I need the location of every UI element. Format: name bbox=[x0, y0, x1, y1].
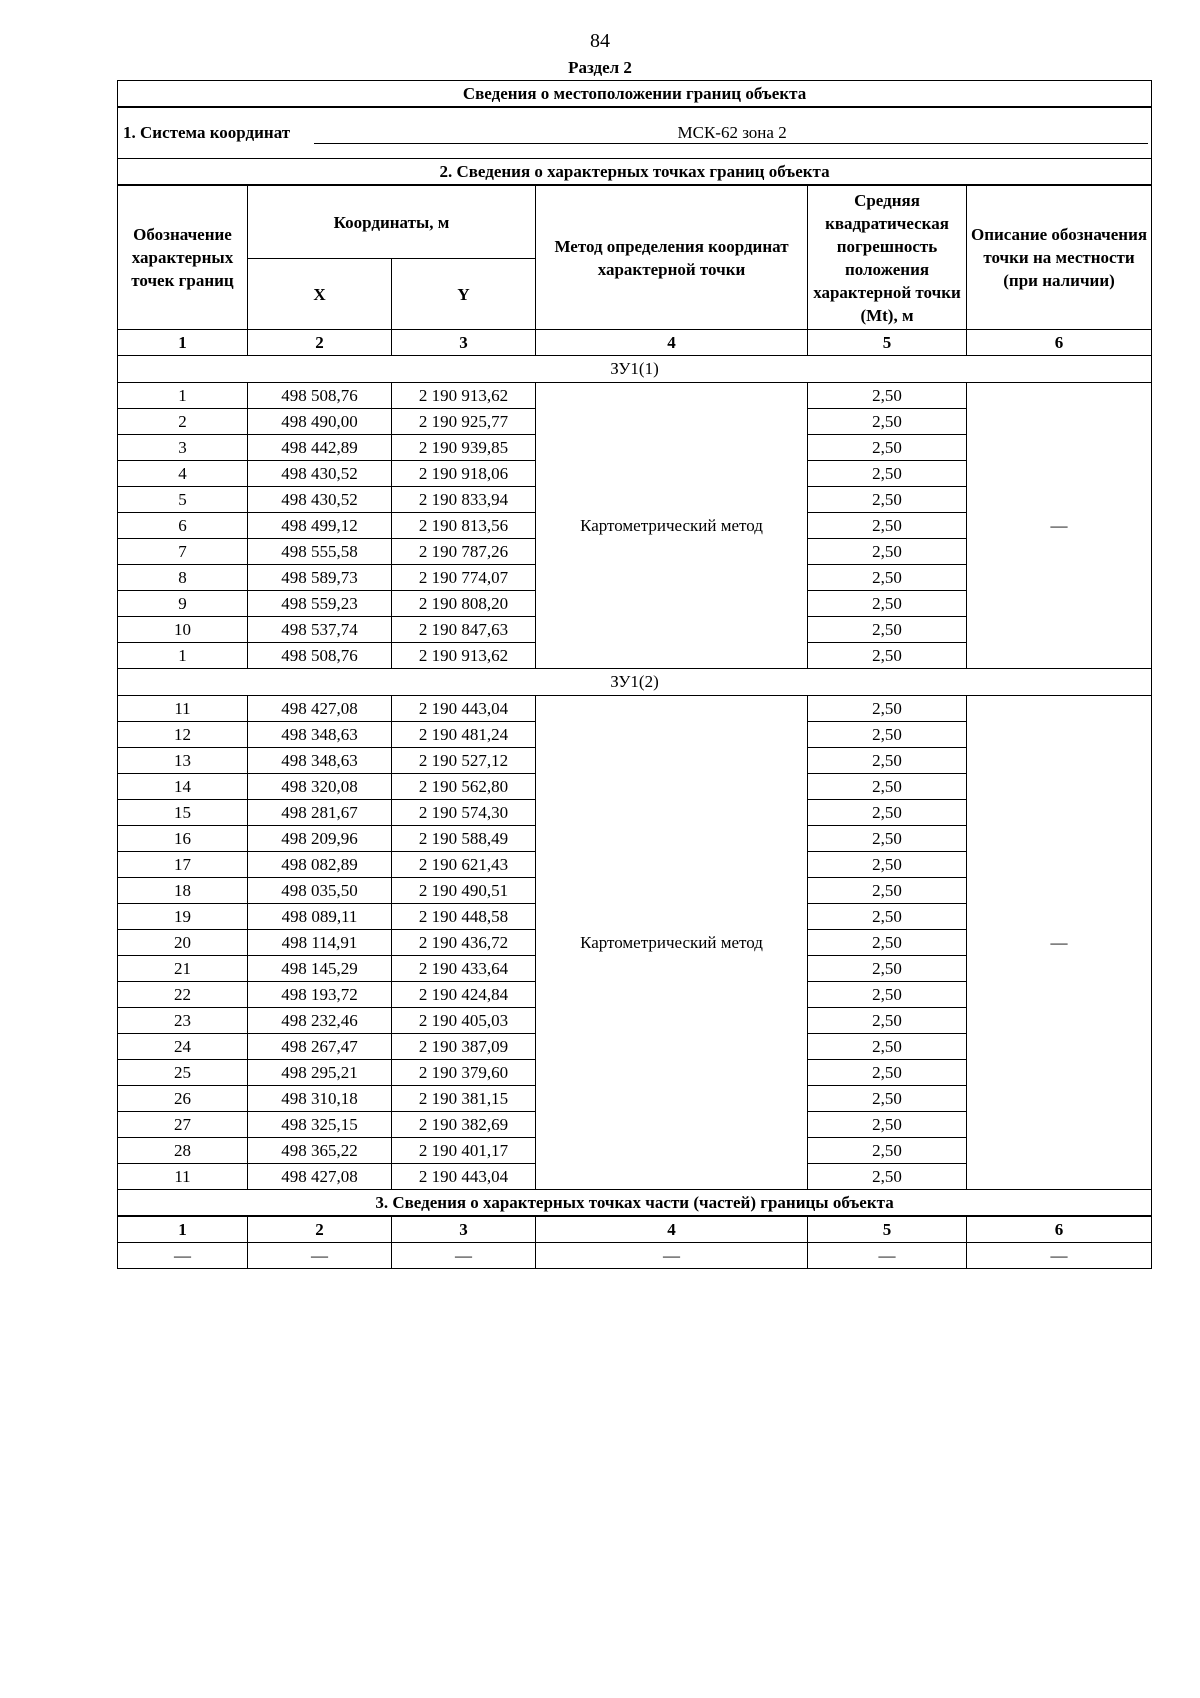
coord-y: 2 190 424,84 bbox=[392, 982, 536, 1008]
point-number: 1 bbox=[118, 643, 248, 669]
coord-y: 2 190 443,04 bbox=[392, 696, 536, 722]
mt-value: 2,50 bbox=[808, 826, 967, 852]
parts-column-number: 4 bbox=[536, 1216, 808, 1243]
header-y: Y bbox=[392, 259, 536, 330]
point-number: 18 bbox=[118, 878, 248, 904]
point-number: 23 bbox=[118, 1008, 248, 1034]
coord-y: 2 190 808,20 bbox=[392, 591, 536, 617]
point-number: 3 bbox=[118, 435, 248, 461]
parts-column-number: 3 bbox=[392, 1216, 536, 1243]
coord-x: 498 427,08 bbox=[248, 1164, 392, 1190]
point-number: 24 bbox=[118, 1034, 248, 1060]
point-number: 16 bbox=[118, 826, 248, 852]
column-number: 1 bbox=[118, 330, 248, 356]
coord-x: 498 430,52 bbox=[248, 487, 392, 513]
column-number: 6 bbox=[967, 330, 1152, 356]
point-number: 25 bbox=[118, 1060, 248, 1086]
coord-x: 498 559,23 bbox=[248, 591, 392, 617]
coord-y: 2 190 448,58 bbox=[392, 904, 536, 930]
point-number: 27 bbox=[118, 1112, 248, 1138]
mt-value: 2,50 bbox=[808, 487, 967, 513]
page-number: 84 bbox=[590, 30, 610, 52]
coord-x: 498 427,08 bbox=[248, 696, 392, 722]
coord-y: 2 190 813,56 bbox=[392, 513, 536, 539]
coord-x: 498 320,08 bbox=[248, 774, 392, 800]
header-designation: Обозначение характерных точек границ bbox=[118, 185, 248, 330]
parts-empty-cell: — bbox=[536, 1243, 808, 1269]
point-number: 14 bbox=[118, 774, 248, 800]
parts-empty-cell: — bbox=[248, 1243, 392, 1269]
coord-x: 498 281,67 bbox=[248, 800, 392, 826]
point-number: 20 bbox=[118, 930, 248, 956]
coord-y: 2 190 621,43 bbox=[392, 852, 536, 878]
mt-value: 2,50 bbox=[808, 774, 967, 800]
point-number: 17 bbox=[118, 852, 248, 878]
coord-y: 2 190 774,07 bbox=[392, 565, 536, 591]
parts-column-number: 6 bbox=[967, 1216, 1152, 1243]
mt-value: 2,50 bbox=[808, 748, 967, 774]
point-number: 13 bbox=[118, 748, 248, 774]
method-cell: Картометрический метод bbox=[536, 383, 808, 669]
mt-value: 2,50 bbox=[808, 513, 967, 539]
mt-value: 2,50 bbox=[808, 1008, 967, 1034]
point-number: 4 bbox=[118, 461, 248, 487]
section-title: Раздел 2 bbox=[568, 58, 632, 77]
point-number: 10 bbox=[118, 617, 248, 643]
group-name: ЗУ1(1) bbox=[118, 356, 1152, 383]
point-number: 22 bbox=[118, 982, 248, 1008]
coord-x: 498 082,89 bbox=[248, 852, 392, 878]
point-number: 11 bbox=[118, 696, 248, 722]
coord-y: 2 190 925,77 bbox=[392, 409, 536, 435]
coord-y: 2 190 527,12 bbox=[392, 748, 536, 774]
mt-value: 2,50 bbox=[808, 617, 967, 643]
coord-y: 2 190 939,85 bbox=[392, 435, 536, 461]
coord-y: 2 190 433,64 bbox=[392, 956, 536, 982]
coord-y: 2 190 847,63 bbox=[392, 617, 536, 643]
mt-value: 2,50 bbox=[808, 409, 967, 435]
point-number: 26 bbox=[118, 1086, 248, 1112]
mt-value: 2,50 bbox=[808, 461, 967, 487]
point-number: 5 bbox=[118, 487, 248, 513]
header-error: Средняя квадратическая погрешность положения характерной точки (Mt), м bbox=[808, 185, 967, 330]
table-title: Сведения о местоположении границ объекта bbox=[118, 81, 1152, 108]
mt-value: 2,50 bbox=[808, 956, 967, 982]
header-description: Описание обозначения точки на местности (при наличии) bbox=[967, 185, 1152, 330]
coord-x: 498 295,21 bbox=[248, 1060, 392, 1086]
parts-column-number: 2 bbox=[248, 1216, 392, 1243]
mt-value: 2,50 bbox=[808, 643, 967, 669]
boundary-table bbox=[117, 80, 1152, 1269]
coord-x: 498 232,46 bbox=[248, 1008, 392, 1034]
point-number: 7 bbox=[118, 539, 248, 565]
mt-value: 2,50 bbox=[808, 878, 967, 904]
mt-value: 2,50 bbox=[808, 591, 967, 617]
group-name: ЗУ1(2) bbox=[118, 669, 1152, 696]
parts-title: 3. Сведения о характерных точках части (частей) границы объекта bbox=[118, 1190, 1152, 1217]
mt-value: 2,50 bbox=[808, 1138, 967, 1164]
mt-value: 2,50 bbox=[808, 1034, 967, 1060]
column-number: 5 bbox=[808, 330, 967, 356]
coord-x: 498 499,12 bbox=[248, 513, 392, 539]
coord-x: 498 508,76 bbox=[248, 643, 392, 669]
coord-x: 498 537,74 bbox=[248, 617, 392, 643]
point-number: 2 bbox=[118, 409, 248, 435]
mt-value: 2,50 bbox=[808, 383, 967, 409]
mt-value: 2,50 bbox=[808, 696, 967, 722]
point-number: 1 bbox=[118, 383, 248, 409]
coord-y: 2 190 588,49 bbox=[392, 826, 536, 852]
coord-y: 2 190 574,30 bbox=[392, 800, 536, 826]
header-x: X bbox=[248, 259, 392, 330]
parts-column-number: 5 bbox=[808, 1216, 967, 1243]
mt-value: 2,50 bbox=[808, 1164, 967, 1190]
coord-y: 2 190 913,62 bbox=[392, 383, 536, 409]
coord-x: 498 145,29 bbox=[248, 956, 392, 982]
coord-y: 2 190 787,26 bbox=[392, 539, 536, 565]
coord-x: 498 555,58 bbox=[248, 539, 392, 565]
description-cell: — bbox=[967, 696, 1152, 1190]
mt-value: 2,50 bbox=[808, 435, 967, 461]
parts-empty-cell: — bbox=[808, 1243, 967, 1269]
point-number: 12 bbox=[118, 722, 248, 748]
coord-y: 2 190 382,69 bbox=[392, 1112, 536, 1138]
table-row bbox=[118, 696, 1152, 722]
coord-system-row bbox=[118, 107, 1152, 159]
mt-value: 2,50 bbox=[808, 1112, 967, 1138]
coord-y: 2 190 387,09 bbox=[392, 1034, 536, 1060]
header-coords: Координаты, м bbox=[248, 185, 536, 259]
point-number: 6 bbox=[118, 513, 248, 539]
coord-x: 498 490,00 bbox=[248, 409, 392, 435]
point-number: 28 bbox=[118, 1138, 248, 1164]
point-number: 19 bbox=[118, 904, 248, 930]
parts-empty-cell: — bbox=[392, 1243, 536, 1269]
coord-y: 2 190 381,15 bbox=[392, 1086, 536, 1112]
coord-x: 498 365,22 bbox=[248, 1138, 392, 1164]
coord-x: 498 442,89 bbox=[248, 435, 392, 461]
coord-y: 2 190 833,94 bbox=[392, 487, 536, 513]
coord-y: 2 190 405,03 bbox=[392, 1008, 536, 1034]
parts-column-number: 1 bbox=[118, 1216, 248, 1243]
coord-x: 498 508,76 bbox=[248, 383, 392, 409]
coord-system-value: МСК-62 зона 2 bbox=[314, 123, 1148, 144]
coord-y: 2 190 481,24 bbox=[392, 722, 536, 748]
coord-y: 2 190 401,17 bbox=[392, 1138, 536, 1164]
column-number: 3 bbox=[392, 330, 536, 356]
points-title: 2. Сведения о характерных точках границ объекта bbox=[118, 159, 1152, 186]
coord-y: 2 190 913,62 bbox=[392, 643, 536, 669]
table-row bbox=[118, 383, 1152, 409]
coord-x: 498 114,91 bbox=[248, 930, 392, 956]
mt-value: 2,50 bbox=[808, 904, 967, 930]
parts-empty-cell: — bbox=[967, 1243, 1152, 1269]
method-cell: Картометрический метод bbox=[536, 696, 808, 1190]
coord-x: 498 089,11 bbox=[248, 904, 392, 930]
mt-value: 2,50 bbox=[808, 800, 967, 826]
coord-x: 498 589,73 bbox=[248, 565, 392, 591]
header-method: Метод определения координат характерной точки bbox=[536, 185, 808, 330]
coord-system-label: 1. Система координат bbox=[123, 122, 291, 142]
mt-value: 2,50 bbox=[808, 565, 967, 591]
parts-empty-cell: — bbox=[118, 1243, 248, 1269]
coord-x: 498 325,15 bbox=[248, 1112, 392, 1138]
coord-x: 498 430,52 bbox=[248, 461, 392, 487]
coord-x: 498 348,63 bbox=[248, 722, 392, 748]
mt-value: 2,50 bbox=[808, 982, 967, 1008]
coord-x: 498 348,63 bbox=[248, 748, 392, 774]
column-number: 4 bbox=[536, 330, 808, 356]
coord-y: 2 190 918,06 bbox=[392, 461, 536, 487]
coord-x: 498 209,96 bbox=[248, 826, 392, 852]
coord-x: 498 193,72 bbox=[248, 982, 392, 1008]
point-number: 11 bbox=[118, 1164, 248, 1190]
group-row bbox=[118, 356, 1152, 383]
coord-y: 2 190 436,72 bbox=[392, 930, 536, 956]
mt-value: 2,50 bbox=[808, 722, 967, 748]
mt-value: 2,50 bbox=[808, 930, 967, 956]
coord-x: 498 267,47 bbox=[248, 1034, 392, 1060]
coord-x: 498 310,18 bbox=[248, 1086, 392, 1112]
description-cell: — bbox=[967, 383, 1152, 669]
point-number: 8 bbox=[118, 565, 248, 591]
point-number: 15 bbox=[118, 800, 248, 826]
mt-value: 2,50 bbox=[808, 1060, 967, 1086]
point-number: 9 bbox=[118, 591, 248, 617]
coord-y: 2 190 379,60 bbox=[392, 1060, 536, 1086]
coord-x: 498 035,50 bbox=[248, 878, 392, 904]
coord-y: 2 190 562,80 bbox=[392, 774, 536, 800]
mt-value: 2,50 bbox=[808, 539, 967, 565]
coord-y: 2 190 490,51 bbox=[392, 878, 536, 904]
mt-value: 2,50 bbox=[808, 1086, 967, 1112]
point-number: 21 bbox=[118, 956, 248, 982]
mt-value: 2,50 bbox=[808, 852, 967, 878]
coord-y: 2 190 443,04 bbox=[392, 1164, 536, 1190]
column-number: 2 bbox=[248, 330, 392, 356]
group-row bbox=[118, 669, 1152, 696]
